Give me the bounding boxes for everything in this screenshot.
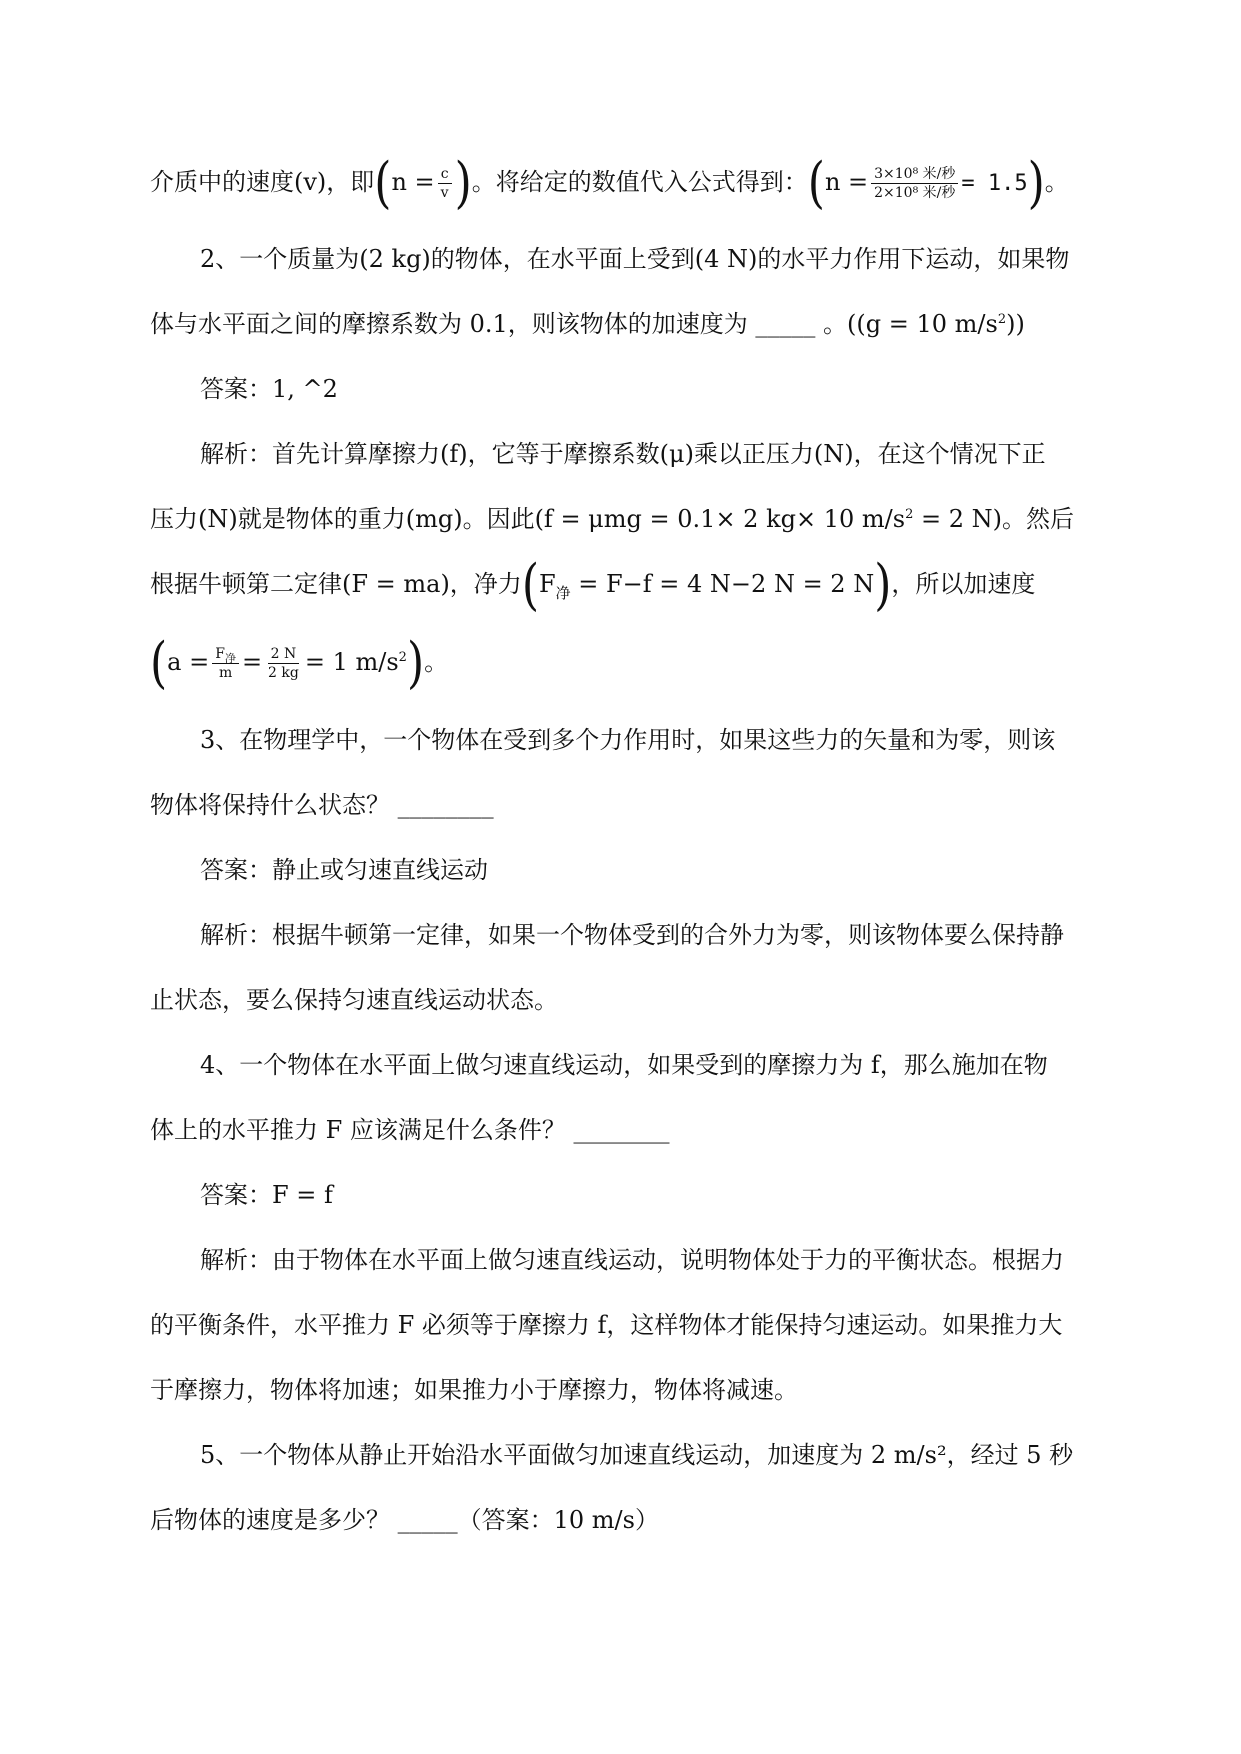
p1-result: = 1.5 xyxy=(961,171,1028,196)
q2-exp-line4: (a = $\frac{F_净}{m}$ = $\frac{2 N}{2 kg}$ = 1 $m/s^2$)。 xyxy=(150,631,449,695)
paren-open: ( xyxy=(374,151,392,215)
p1-text-b: 。将给定的数值代入公式得到： xyxy=(471,168,808,196)
frac-2n-over-2kg: $\frac{2 N}{2 kg}$ xyxy=(268,646,299,681)
q4-exp-line3: 于摩擦力，物体将加速；如果推力小于摩擦力，物体将减速。 xyxy=(150,1376,798,1404)
q3-answer: 答案：静止或匀速直线运动 xyxy=(200,856,488,884)
paren-open-2: ( xyxy=(807,151,825,215)
q4-line2: 体上的水平推力 F 应该满足什么条件？ ________ xyxy=(150,1116,670,1144)
q4-exp-line1: 解析：由于物体在水平面上做匀速直线运动，说明物体处于力的平衡状态。根据力 xyxy=(200,1246,1064,1274)
paren-close-2: ) xyxy=(1027,151,1045,215)
p1-line: 介质中的速度(v)，即(n = $\frac{c}{v}$ )。将给定的数值代入公式得到：(n = $\frac{\text{3×10⁸ 米/秒}}{\text{2×10⁸ 米/秒}}$ = 1.5)。 xyxy=(150,151,1069,215)
q5-line2: 后物体的速度是多少？ _____（答案：10 m/s） xyxy=(150,1506,659,1534)
p1-text-a: 介质中的速度(v)，即 xyxy=(150,168,375,196)
frac-speed: $\frac{\text{3×10⁸ 米/秒}}{\text{2×10⁸ 米/秒}}$ xyxy=(871,166,958,201)
q3-line1: 3、在物理学中，一个物体在受到多个力作用时，如果这些力的矢量和为零，则该 xyxy=(200,726,1056,754)
frac-fnet-over-m: $\frac{F_净}{m}$ xyxy=(212,646,239,681)
q2-exp-line2: 压力(N)就是物体的重力(mg)。因此(f = μmg = 0.1× 2 kg× 10 $m/s^2 = 2$ N)。然后 xyxy=(150,505,1074,533)
q2-exp-line3: 根据牛顿第二定律(F = ma)，净力($F_净 = F-f = 4$ N−2 N = 2 N)，所以加速度 xyxy=(150,553,1036,617)
q4-answer: 答案：F = f xyxy=(200,1181,333,1209)
q4-line1: 4、一个物体在水平面上做匀速直线运动，如果受到的摩擦力为 f，那么施加在物 xyxy=(200,1051,1048,1079)
q3-exp-line1: 解析：根据牛顿第一定律，如果一个物体受到的合外力为零，则该物体要么保持静 xyxy=(200,921,1064,949)
q2-answer: 答案：1, ^2 xyxy=(200,375,338,403)
p1-n-eq: n = xyxy=(391,168,435,196)
q5-line1: 5、一个物体从静止开始沿水平面做匀加速直线运动，加速度为 2 m/s²，经过 5 秒 xyxy=(200,1441,1074,1469)
p1-n-eq2: n = xyxy=(824,168,869,196)
q2-line2: 体与水平面之间的摩擦系数为 0.1，则该物体的加速度为 _____ 。((g = 10 $m/s^2$)) xyxy=(150,310,1025,338)
q3-line2: 物体将保持什么状态？ ________ xyxy=(150,791,494,819)
frac-c-over-v: $\frac{c}{v}$ xyxy=(438,166,452,201)
paren-close: ) xyxy=(454,151,472,215)
q3-exp-line2: 止状态，要么保持匀速直线运动状态。 xyxy=(150,986,558,1014)
q2-line1: 2、一个质量为(2 kg)的物体，在水平面上受到(4 N)的水平力作用下运动，如果物 xyxy=(200,245,1070,273)
q4-exp-line2: 的平衡条件，水平推力 F 必须等于摩擦力 f，这样物体才能保持匀速运动。如果推力大 xyxy=(150,1311,1063,1339)
q2-exp-line1: 解析：首先计算摩擦力(f)，它等于摩擦系数(μ)乘以正压力(N)，在这个情况下正 xyxy=(200,440,1046,468)
